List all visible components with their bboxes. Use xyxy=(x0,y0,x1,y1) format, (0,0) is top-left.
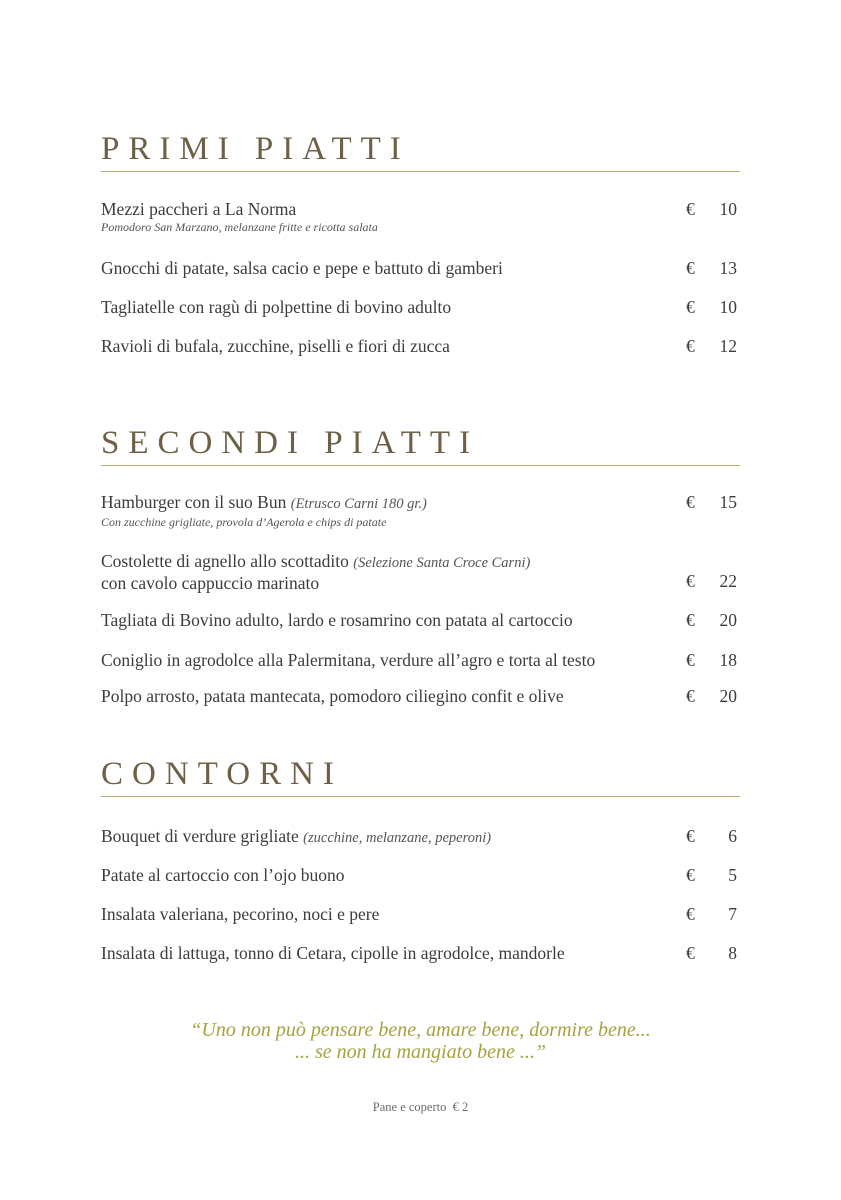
item-name: Gnocchi di patate, salsa cacio e pepe e battuto di gamberi xyxy=(101,258,503,278)
currency-symbol: € xyxy=(686,904,695,924)
currency-symbol: € xyxy=(686,610,695,630)
item-name: Insalata valeriana, pecorino, noci e pere xyxy=(101,904,380,924)
item-name: Bouquet di verdure grigliate xyxy=(101,826,299,846)
menu-item xyxy=(101,865,740,885)
item-name: Ravioli di bufala, zucchine, piselli e fiori di zucca xyxy=(101,336,450,356)
currency-symbol: € xyxy=(686,492,695,512)
currency-symbol: € xyxy=(686,865,695,885)
item-price: 20 xyxy=(719,686,737,706)
item-supplier-note: (Etrusco Carni 180 gr.) xyxy=(290,496,427,512)
item-note: (zucchine, melanzane, peperoni) xyxy=(303,830,492,846)
section-title: PRIMI PIATTI xyxy=(101,131,740,172)
item-price: 18 xyxy=(719,650,737,670)
menu-item xyxy=(101,336,740,356)
section-contorni xyxy=(101,756,740,963)
item-name: Costolette di agnello allo scottadito xyxy=(101,551,349,571)
section-secondi-piatti xyxy=(101,425,740,706)
menu-item xyxy=(101,650,740,670)
menu-item xyxy=(101,826,740,848)
currency-symbol: € xyxy=(686,571,695,591)
currency-symbol: € xyxy=(686,258,695,278)
item-name-line xyxy=(101,826,740,848)
cover-charge xyxy=(0,1100,841,1115)
item-price: 7 xyxy=(728,904,737,924)
item-price: 10 xyxy=(719,297,737,317)
item-price: 22 xyxy=(719,571,737,591)
item-description: Pomodoro San Marzano, melanzane fritte e ricotta salata xyxy=(101,220,378,234)
item-name: Tagliata di Bovino adulto, lardo e rosamrino con patata al cartoccio xyxy=(101,610,573,630)
menu-item xyxy=(101,686,740,706)
currency-symbol: € xyxy=(686,297,695,317)
item-name-continued: con cavolo cappuccio marinato xyxy=(101,573,320,593)
quote-line-1: “Uno non può pensare bene, amare bene, dormire bene... xyxy=(190,1019,651,1041)
menu-item xyxy=(101,610,740,630)
item-name: Mezzi paccheri a La Norma xyxy=(101,199,297,219)
currency-symbol: € xyxy=(686,199,695,219)
currency-symbol: € xyxy=(686,943,695,963)
item-name: Insalata di lattuga, tonno di Cetara, cipolle in agrodolce, mandorle xyxy=(101,943,565,963)
item-price: 5 xyxy=(728,865,737,885)
item-name: Polpo arrosto, patata mantecata, pomodoro ciliegino confit e olive xyxy=(101,686,564,706)
item-price: 12 xyxy=(719,336,737,356)
menu-item xyxy=(101,492,740,530)
currency-symbol: € xyxy=(686,686,695,706)
cover-charge-price: € 2 xyxy=(452,1100,469,1114)
item-name-line xyxy=(101,551,740,573)
item-name: Hamburger con il suo Bun xyxy=(101,492,287,512)
item-price: 13 xyxy=(719,258,737,278)
item-name-line xyxy=(101,492,740,514)
item-name: Tagliatelle con ragù di polpettine di bovino adulto xyxy=(101,297,452,317)
currency-symbol: € xyxy=(686,336,695,356)
item-price: 10 xyxy=(719,199,737,219)
menu-item xyxy=(101,297,740,317)
menu-item xyxy=(101,551,740,593)
section-title: CONTORNI xyxy=(101,756,740,797)
item-price: 8 xyxy=(728,943,737,963)
menu-item xyxy=(101,943,740,963)
section-title: SECONDI PIATTI xyxy=(101,425,740,466)
item-name: Patate al cartoccio con l’ojo buono xyxy=(101,865,345,885)
quote xyxy=(100,1019,741,1063)
cover-charge-label: Pane e coperto xyxy=(372,1100,447,1114)
menu-item xyxy=(101,904,740,924)
menu-item xyxy=(101,199,740,235)
menu-item xyxy=(101,258,740,278)
item-price: 20 xyxy=(719,610,737,630)
item-supplier-note: (Selezione Santa Croce Carni) xyxy=(353,555,531,571)
item-price: 6 xyxy=(728,826,737,846)
section-primi-piatti xyxy=(101,131,740,356)
currency-symbol: € xyxy=(686,826,695,846)
item-price: 15 xyxy=(719,492,737,512)
item-name: Coniglio in agrodolce alla Palermitana, verdure all’agro e torta al testo xyxy=(101,650,596,670)
currency-symbol: € xyxy=(686,650,695,670)
quote-line-2: ... se non ha mangiato bene ...” xyxy=(294,1041,547,1063)
item-description: Con zucchine grigliate, provola d’Agerola e chips di patate xyxy=(101,515,387,529)
